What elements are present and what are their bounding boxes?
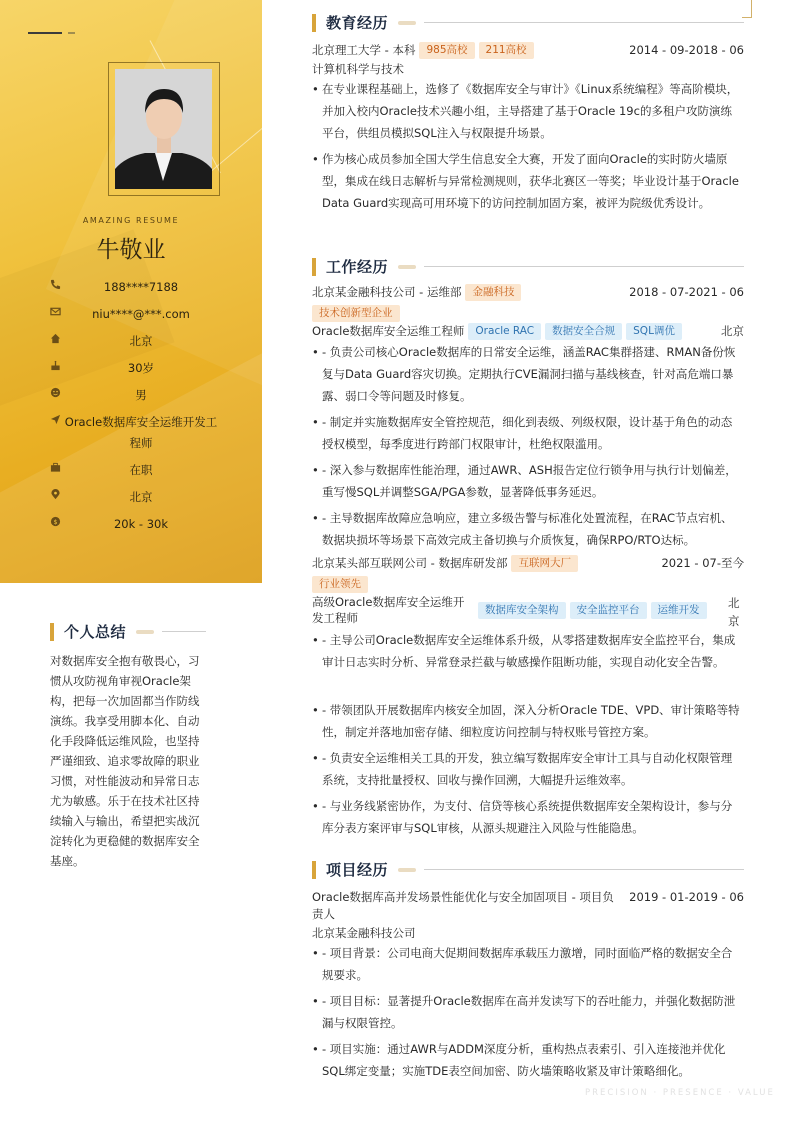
skill-tag: 运维开发: [651, 602, 707, 619]
company-tag: 行业领先: [312, 576, 368, 593]
info-age: [44, 358, 244, 379]
heading-bar: [312, 14, 316, 32]
work-heading: [312, 256, 744, 277]
skill-tag: Oracle RAC: [468, 323, 541, 340]
job-role: 高级Oracle数据库安全运维开发工程师: [312, 595, 465, 625]
heading-rule: [162, 631, 206, 632]
location-icon: [50, 489, 61, 500]
project-name: Oracle数据库高并发场景性能优化与安全加固项目 - 项目负责人: [312, 890, 614, 921]
heading-bar: [312, 258, 316, 276]
job-company: 北京某金融科技公司 - 运维部: [312, 285, 462, 299]
gender-icon: [50, 387, 61, 398]
resume-tagline: AMAZING RESUME: [82, 216, 180, 225]
info-home: [44, 331, 244, 352]
job-bullet: • - 制定并实施数据库安全管控规范，细化到表级、列级权限，设计基于角色的动态授权模型，每季度进行跨部门权限审计，杜绝权限滥用。: [312, 415, 733, 451]
section-title: 工作经历: [326, 258, 389, 276]
project-header: [312, 889, 744, 923]
briefcase-icon: [50, 462, 61, 473]
info-salary: [44, 514, 244, 535]
heading-pill: [398, 868, 416, 872]
heading-pill: [398, 265, 416, 269]
education-bullet: • 作为核心成员参加全国大学生信息安全大赛，开发了面向Oracle的实时防火墙原型，集成在线日志解析与异常检测规则，获华北赛区一等奖；毕业设计基于Oracle Data Guard实现高可用环境下的访问控制加固方案，被评为院级优秀设计。: [312, 152, 739, 210]
job-city: 北京: [721, 324, 744, 338]
info-value: 188****7188: [103, 280, 179, 294]
job-bullet: • - 带领团队开展数据库内核安全加固，深入分析Oracle TDE、VPD、审计策略等特性，制定并落地加密存储、细粒度访问控制与特权账号管控方案。: [312, 703, 740, 739]
heading-pill: [136, 630, 154, 634]
project-bullet: • - 项目实施：通过AWR与ADDM深度分析，重构热点表索引、引入连接池并优化SQL绑定变量；实施TDE表空间加密、防火墙策略收紧及审计策略细化。: [312, 1042, 726, 1078]
summary-heading: [50, 621, 206, 642]
job-company: 北京某头部互联网公司 - 数据库研发部: [312, 556, 508, 570]
education-heading: [312, 12, 744, 33]
info-value: 男: [135, 388, 147, 402]
salary-icon: [50, 516, 61, 527]
avatar-portrait: [115, 69, 212, 189]
education-date: 2014 - 09-2018 - 06: [629, 43, 744, 57]
job-header: [312, 555, 744, 572]
send-icon: [50, 414, 61, 425]
project-heading: [312, 859, 744, 880]
job-date: 2018 - 07-2021 - 06: [629, 285, 744, 299]
svg-text:$: $: [53, 517, 58, 526]
heading-rule: [424, 266, 744, 267]
mail-icon: [50, 306, 61, 317]
job-bullet: • - 主导公司Oracle数据库安全运维体系升级，从零搭建数据库安全监控平台，集成审计日志实时分析、异常登录拦截与敏感操作阻断功能，实现自动化安全告警。: [312, 633, 736, 669]
section-title: 个人总结: [64, 623, 127, 641]
info-value: 北京: [129, 334, 153, 348]
job-tags-row: [312, 576, 744, 593]
job-bullet: • - 负责安全运维相关工具的开发，独立编写数据库安全审计工具与自动化权限管理系统，支持批量授权、回收与操作回溯，大幅提升运维效率。: [312, 751, 733, 787]
school-name: 北京理工大学 - 本科: [312, 43, 416, 57]
info-value: 30岁: [127, 361, 155, 375]
project-company: 北京某金融科技公司: [312, 926, 416, 940]
info-value: Oracle数据库安全运维开发工程师: [64, 415, 218, 450]
skill-tag: 数据安全合规: [545, 323, 622, 340]
section-title: 教育经历: [326, 14, 389, 32]
sidebar: [0, 0, 262, 583]
info-value: 在职: [129, 463, 153, 477]
company-tag: 技术创新型企业: [312, 305, 400, 322]
info-value: niu****@***.com: [92, 307, 190, 321]
skill-tag: 安全监控平台: [570, 602, 647, 619]
job-bullet: • - 深入参与数据库性能治理，通过AWR、ASH报告定位行锁争用与执行计划偏差，重写慢SQL并调整SGA/PGA参数，显著降低事务延迟。: [312, 463, 737, 499]
candidate-name: 牛敬业: [96, 237, 166, 263]
project-bullet: • - 项目背景：公司电商大促期间数据库承载压力激增，同时面临严格的数据安全合规要求。: [312, 946, 733, 982]
footer-watermark: PRECISION · PRESENCE · VALUE: [585, 1088, 775, 1098]
heading-rule: [424, 22, 744, 23]
decor-dash: [68, 32, 75, 34]
info-email: [44, 304, 244, 325]
education-header: [312, 42, 744, 59]
info-phone: [44, 277, 244, 298]
info-gender: [44, 385, 244, 406]
project-date: 2019 - 01-2019 - 06: [629, 890, 744, 904]
project-bullet: • - 项目目标：显著提升Oracle数据库在高并发读写下的吞吐能力，并强化数据防泄漏与权限管控。: [312, 994, 736, 1030]
company-tag: 互联网大厂: [511, 555, 578, 572]
section-title: 项目经历: [326, 861, 389, 879]
job-bullet: • - 负责公司核心Oracle数据库的日常安全运维，涵盖RAC集群搭建、RMAN备份恢复与Data Guard容灾切换。定期执行CVE漏洞扫描与基线核查，针对高危端口暴露、弱口令等问题及时修复。: [312, 345, 736, 403]
job-role: Oracle数据库安全运维工程师: [312, 324, 465, 338]
company-tag: 金融科技: [465, 284, 521, 301]
skill-tag: SQL调优: [626, 323, 682, 340]
job-date: 2021 - 07-至今: [661, 556, 744, 570]
skill-tag: 数据库安全架构: [478, 602, 566, 619]
job-tags-row: [312, 305, 744, 322]
info-status: [44, 460, 244, 481]
job-bullet: • - 主导数据库故障应急响应，建立多级告警与标准化处置流程，在RAC节点宕机、数据块损坏等场景下高效完成主备切换与介质恢复，确保RPO/RTO达标。: [312, 511, 733, 547]
info-position: [44, 412, 244, 454]
job-header: [312, 284, 744, 301]
school-tag: 211高校: [479, 42, 534, 59]
education-major: 计算机科学与技术: [312, 62, 404, 76]
job-role-row: [312, 594, 744, 626]
job-bullet: • - 与业务线紧密协作，为支付、信贷等核心系统提供数据库安全架构设计，参与分库分表方案评审与SQL审核，从源头规避注入风险与性能隐患。: [312, 799, 733, 835]
summary-text: 对数据库安全抱有敬畏心，习惯从攻防视角审视Oracle架构，把每一次加固都当作防线演练。我享受用脚本化、自动化手段降低运维风险，也坚持严谨细致、追求零故障的职业习惯，对性能波动和异常日志尤为敏感。乐于在技术社区持续输入与输出，希望把实战沉淀转化为更稳健的数据库安全基座。: [50, 654, 200, 868]
info-value: 20k - 30k: [113, 517, 169, 531]
info-value: 北京: [129, 490, 153, 504]
info-location: [44, 487, 244, 508]
phone-icon: [50, 279, 61, 290]
education-bullet: • 在专业课程基础上，选修了《数据库安全与审计》《Linux系统编程》等高阶模块，并加入校内Oracle技术兴趣小组，主导搭建了基于Oracle 19c的多租户攻防演练平台，供组员模拟SQL注入与权限提升场景。: [312, 82, 739, 140]
avatar: [115, 69, 212, 189]
school-tag: 985高校: [419, 42, 474, 59]
heading-pill: [398, 21, 416, 25]
job-role-row: [312, 323, 744, 340]
home-icon: [50, 333, 61, 344]
heading-rule: [424, 869, 744, 870]
job-city: 北京: [728, 596, 740, 628]
heading-bar: [50, 623, 54, 641]
heading-bar: [312, 861, 316, 879]
cake-icon: [50, 360, 61, 371]
decor-dash: [28, 32, 62, 34]
